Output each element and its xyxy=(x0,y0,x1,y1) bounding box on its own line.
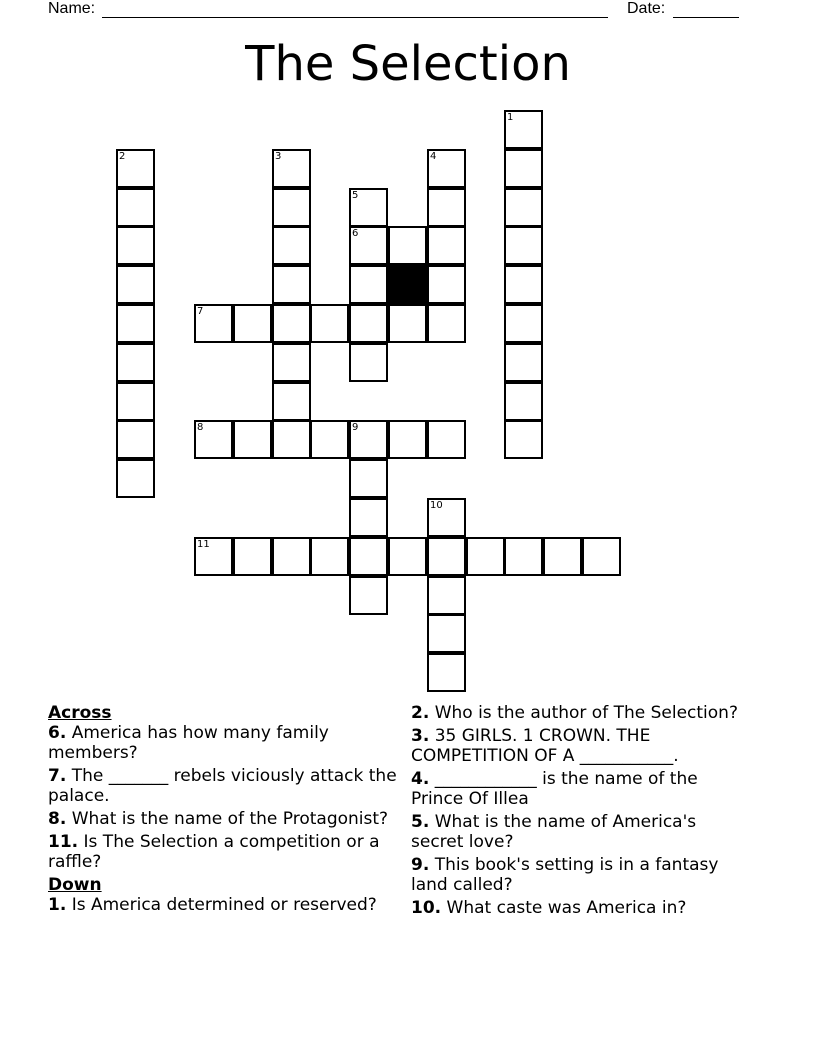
grid-cell[interactable] xyxy=(116,304,155,343)
grid-cell[interactable] xyxy=(116,226,155,265)
clue-number-label: 3. xyxy=(411,726,430,746)
grid-cell[interactable] xyxy=(349,537,388,576)
clue-number: 6 xyxy=(352,228,359,239)
page-title: The Selection xyxy=(245,36,571,92)
grid-cell[interactable] xyxy=(272,420,311,459)
grid-cell[interactable] xyxy=(504,537,543,576)
clue-item xyxy=(411,898,741,918)
grid-cell[interactable] xyxy=(310,420,349,459)
grid-cell[interactable] xyxy=(194,537,233,576)
clue-number: 7 xyxy=(197,306,204,317)
grid-cell[interactable] xyxy=(272,343,311,382)
across-heading: Across xyxy=(48,703,112,723)
grid-cell[interactable] xyxy=(233,304,272,343)
clue-number: 2 xyxy=(119,151,126,162)
grid-cell[interactable] xyxy=(310,304,349,343)
down-heading: Down xyxy=(48,875,102,895)
clue-number-label: 4. xyxy=(411,769,430,789)
grid-cell[interactable] xyxy=(349,226,388,265)
grid-cell[interactable] xyxy=(349,420,388,459)
grid-cell[interactable] xyxy=(194,420,233,459)
grid-cell[interactable] xyxy=(504,226,543,265)
clue-item xyxy=(48,723,398,763)
grid-cell[interactable] xyxy=(349,188,388,227)
clue-number: 5 xyxy=(352,190,359,201)
clue-text: ____________ is the name of the Prince Of Illea xyxy=(411,769,698,809)
clues-right-column xyxy=(411,703,741,921)
grid-cell[interactable] xyxy=(116,188,155,227)
clue-text: What is the name of the Protagonist? xyxy=(66,809,389,829)
grid-cell[interactable] xyxy=(388,420,427,459)
grid-cell[interactable] xyxy=(543,537,582,576)
clue-item xyxy=(411,703,741,723)
grid-cell[interactable] xyxy=(349,459,388,498)
clue-item xyxy=(48,832,398,872)
grid-cell[interactable] xyxy=(116,343,155,382)
clue-item xyxy=(411,726,741,766)
down-clue-list-left xyxy=(48,895,398,915)
grid-cell[interactable] xyxy=(504,343,543,382)
clue-number-label: 1. xyxy=(48,895,67,915)
clue-number-label: 7. xyxy=(48,766,67,786)
grid-cell[interactable] xyxy=(310,537,349,576)
grid-cell[interactable] xyxy=(116,265,155,304)
grid-cell[interactable] xyxy=(427,149,466,188)
grid-cell[interactable] xyxy=(388,226,427,265)
grid-cell[interactable] xyxy=(504,304,543,343)
grid-cell[interactable] xyxy=(116,149,155,188)
grid-cell[interactable] xyxy=(466,537,505,576)
clue-text: This book's setting is in a fantasy land called? xyxy=(411,855,719,895)
clue-number-label: 9. xyxy=(411,855,430,875)
name-label: Name: xyxy=(48,0,96,17)
grid-cell[interactable] xyxy=(116,420,155,459)
clue-text: What caste was America in? xyxy=(441,898,687,918)
clue-number: 10 xyxy=(430,500,443,511)
date-label: Date: xyxy=(627,0,666,17)
clue-number: 4 xyxy=(430,151,437,162)
clue-number: 1 xyxy=(507,112,514,123)
grid-cell[interactable] xyxy=(427,304,466,343)
grid-cell[interactable] xyxy=(427,226,466,265)
grid-cell[interactable] xyxy=(427,420,466,459)
clue-number-label: 11. xyxy=(48,832,79,852)
grid-cell[interactable] xyxy=(349,265,388,304)
clue-item xyxy=(411,855,741,895)
grid-cell[interactable] xyxy=(272,149,311,188)
clue-number-label: 5. xyxy=(411,812,430,832)
grid-cell[interactable] xyxy=(272,226,311,265)
grid-cell[interactable] xyxy=(504,265,543,304)
grid-cell[interactable] xyxy=(504,188,543,227)
clue-number-label: 10. xyxy=(411,898,442,918)
clue-item xyxy=(411,812,741,852)
grid-cell[interactable] xyxy=(233,537,272,576)
grid-cell[interactable] xyxy=(504,382,543,421)
clue-number-label: 2. xyxy=(411,703,430,723)
clue-text: Is America determined or reserved? xyxy=(66,895,377,915)
across-clue-list xyxy=(48,723,398,872)
clue-text: What is the name of America's secret love? xyxy=(411,812,697,852)
grid-cell[interactable] xyxy=(427,537,466,576)
grid-cell[interactable] xyxy=(582,537,621,576)
grid-cell[interactable] xyxy=(427,188,466,227)
grid-cell[interactable] xyxy=(427,653,466,692)
clue-text: Is The Selection a competition or a raffle? xyxy=(48,832,380,872)
clue-number: 8 xyxy=(197,422,204,433)
grid-cell[interactable] xyxy=(272,382,311,421)
grid-cell[interactable] xyxy=(427,498,466,537)
grid-cell[interactable] xyxy=(427,265,466,304)
grid-cell[interactable] xyxy=(194,304,233,343)
grid-cell[interactable] xyxy=(504,149,543,188)
clue-text: Who is the author of The Selection? xyxy=(429,703,738,723)
grid-cell[interactable] xyxy=(349,498,388,537)
grid-cell[interactable] xyxy=(272,304,311,343)
clue-number-label: 6. xyxy=(48,723,67,743)
grid-cell[interactable] xyxy=(116,382,155,421)
clue-text: America has how many family members? xyxy=(48,723,329,763)
down-clue-list-right xyxy=(411,703,741,918)
clue-number: 3 xyxy=(275,151,282,162)
grid-cell[interactable] xyxy=(349,576,388,615)
grid-cell[interactable] xyxy=(427,576,466,615)
grid-cell[interactable] xyxy=(388,537,427,576)
clue-item xyxy=(48,809,398,829)
clue-text: The _______ rebels viciously attack the palace. xyxy=(48,766,397,806)
grid-cell[interactable] xyxy=(427,614,466,653)
clue-number-label: 8. xyxy=(48,809,67,829)
clue-number: 11 xyxy=(197,539,210,550)
clue-item xyxy=(48,895,398,915)
grid-cell[interactable] xyxy=(272,265,311,304)
clues-left-column xyxy=(48,703,398,918)
clue-text: 35 GIRLS. 1 CROWN. THE COMPETITION OF A ___________. xyxy=(411,726,679,766)
grid-cell[interactable] xyxy=(349,304,388,343)
grid-cell[interactable] xyxy=(233,420,272,459)
black-cell xyxy=(388,265,427,304)
clue-item xyxy=(411,769,741,809)
grid-cell[interactable] xyxy=(349,343,388,382)
grid-cell[interactable] xyxy=(272,188,311,227)
grid-cell[interactable] xyxy=(504,420,543,459)
grid-cell[interactable] xyxy=(388,304,427,343)
grid-cell[interactable] xyxy=(116,459,155,498)
clue-number: 9 xyxy=(352,422,359,433)
grid-cell[interactable] xyxy=(504,110,543,149)
grid-cell[interactable] xyxy=(272,537,311,576)
clue-item xyxy=(48,766,398,806)
